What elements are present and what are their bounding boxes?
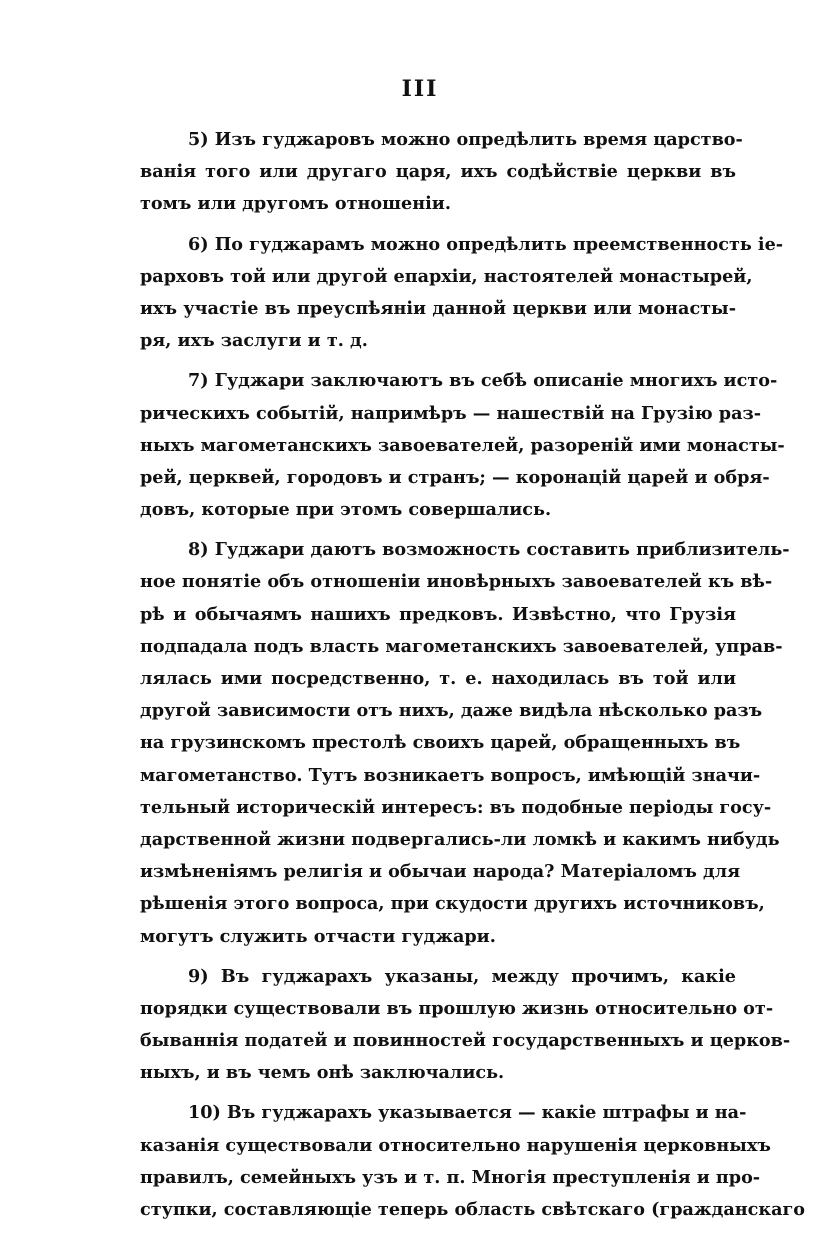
text-line: дарственной жизни подвергались-ли ломкѣ и какимъ нибудь <box>140 828 780 850</box>
text-line: 9) Въ гуджарахъ указаны, между прочимъ, какіе <box>188 965 736 987</box>
body-text <box>140 124 805 1234</box>
text-line: 5) Изъ гуджаровъ можно опредѣлить время царство- <box>188 129 743 150</box>
text-line: 7) Гуджари заключаютъ въ себѣ описаніе многихъ исто- <box>188 370 778 392</box>
paragraph-9 <box>140 961 791 1090</box>
text-line: могутъ служить отчасти гуджари. <box>140 925 496 947</box>
text-line: правилъ, семейныхъ узъ и т. п. Многія преступленія и про- <box>140 1166 761 1188</box>
text-line: ихъ участіе въ преуспѣяніи данной церкви или монасты- <box>140 297 736 319</box>
text-line: бываннія податей и повинностей государственныхъ и церков- <box>140 1030 791 1052</box>
text-line: ныхъ магометанскихъ завоевателей, разореній ими монасты- <box>140 434 785 456</box>
text-line: 10) Въ гуджарахъ указывается — какіе штрафы и на- <box>188 1102 747 1124</box>
text-line: подпадала подъ власть магометанскихъ завоевателей, управ- <box>140 635 783 657</box>
text-line: измѣненіямъ религія и обычаи народа? Матеріаломъ для <box>140 861 741 883</box>
text-line: ступки, составляющіе теперь область свѣтскаго (гражданскаго <box>140 1199 805 1220</box>
text-line: магометанство. Тутъ возникаетъ вопросъ, имѣющій значи- <box>140 764 761 786</box>
text-line: лялась ими посредственно, т. е. находилась въ той или <box>140 668 736 689</box>
paragraph-10 <box>140 1097 805 1226</box>
text-line: рѣшенія этого вопроса, при скудости другихъ источниковъ, <box>140 893 765 915</box>
text-line: другой зависимости отъ нихъ, даже видѣла нѣсколько разъ <box>140 700 763 722</box>
text-line: ря, ихъ заслуги и т. д. <box>140 330 368 352</box>
paragraph-7 <box>140 365 785 526</box>
text-line: довъ, которые при этомъ совершались. <box>140 499 552 521</box>
text-line: на грузинскомъ престолѣ своихъ царей, обращенныхъ въ <box>140 732 741 754</box>
text-line: ное понятіе объ отношеніи иновѣрныхъ завоевателей къ вѣ- <box>140 571 773 593</box>
paragraph-5 <box>140 124 743 221</box>
page-number: III <box>401 76 439 102</box>
paragraph-6 <box>140 229 784 358</box>
text-line: тельный историческій интересъ: въ подобные періоды госу- <box>140 796 772 818</box>
text-line: рѣ и обычаямъ нашихъ предковъ. Извѣстно, что Грузія <box>140 603 736 625</box>
text-line: томъ или другомъ отношеніи. <box>140 193 451 215</box>
text-line: казанія существовали относительно нарушенія церковныхъ <box>140 1134 771 1156</box>
text-line: рическихъ событій, напримѣръ — нашествій на Грузію раз- <box>140 402 762 424</box>
paragraph-8 <box>140 534 790 952</box>
text-line: ныхъ, и въ чемъ онѣ заключались. <box>140 1062 505 1084</box>
text-line: ванія того или другаго царя, ихъ содѣйствіе церкви въ <box>140 161 736 183</box>
text-line: рарховъ той или другой епархіи, настоятелей монастырей, <box>140 265 753 287</box>
text-line: 6) По гуджарамъ можно опредѣлить преемственность іе- <box>188 233 784 255</box>
text-line: порядки существовали въ прошлую жизнь относительно от- <box>140 997 774 1019</box>
text-line: 8) Гуджари даютъ возможность составить приблизитель- <box>188 539 790 561</box>
text-line: рей, церквей, городовъ и странъ; — коронацій царей и обря- <box>140 466 770 488</box>
